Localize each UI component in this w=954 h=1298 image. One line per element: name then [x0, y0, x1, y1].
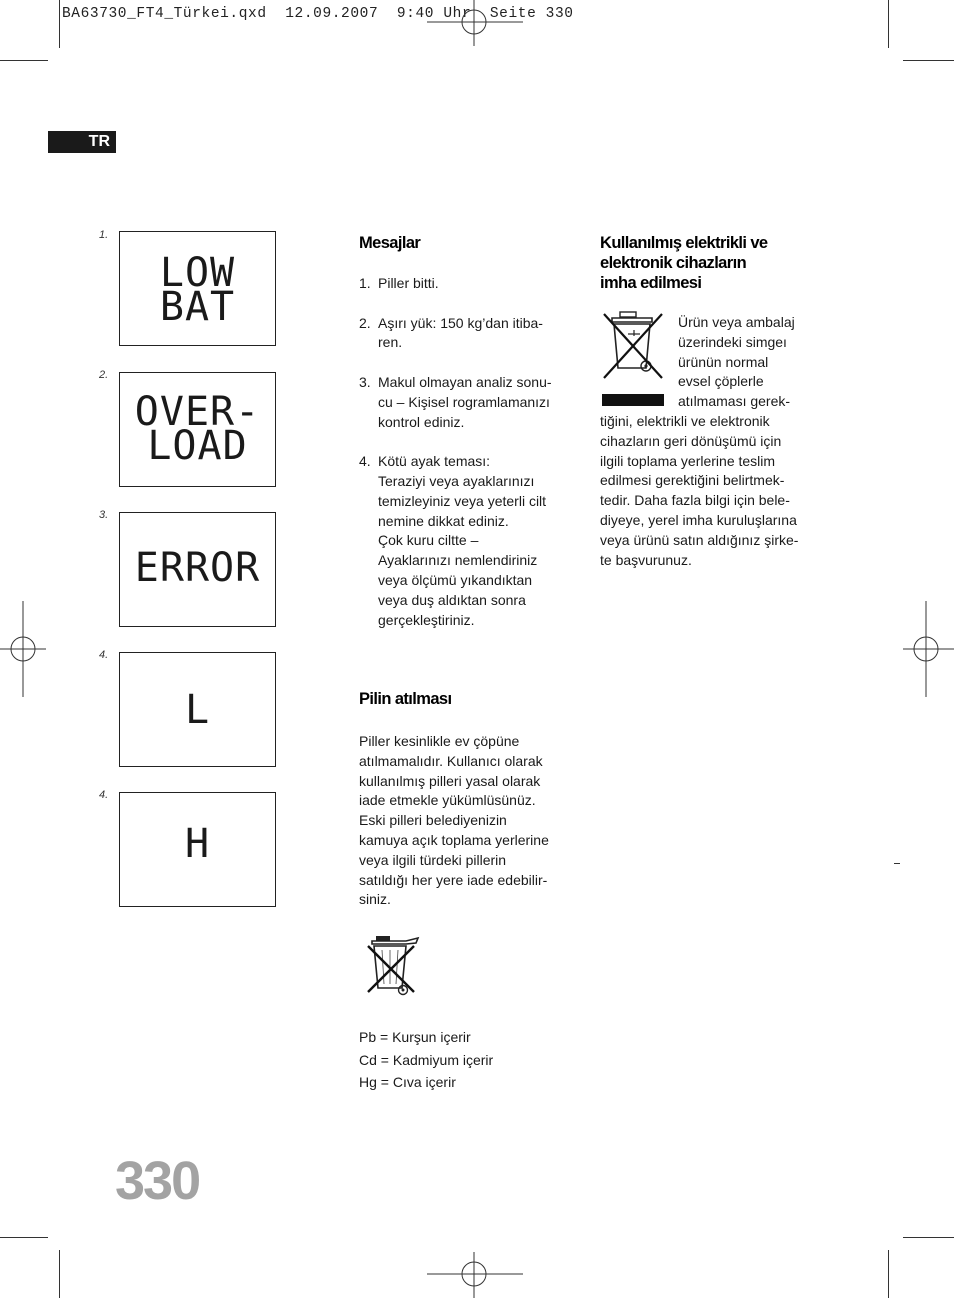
text-line: siniz.: [359, 891, 391, 908]
text-line: Piller kesinlikle ev çöpüne: [359, 733, 520, 749]
display-number: 2.: [99, 369, 109, 381]
item-line: temizleyiniz veya yeterli cilt: [378, 492, 547, 509]
crop-mark-bottom-left-v: [59, 1250, 60, 1298]
crop-mark-top-left-h: [0, 60, 48, 61]
display-number: 3.: [99, 509, 109, 521]
text-line: iade etmekle yükümlüsünüz.: [359, 792, 536, 809]
text-line: tedir. Daha fazla bilgi için bele-: [600, 492, 790, 509]
text-line: te başvurunuz.: [600, 551, 692, 568]
text-line: Eski pilleri belediyenizin: [359, 812, 507, 829]
crop-mark-top-right-h: [903, 60, 954, 61]
display-text-line: LOAD: [147, 423, 248, 469]
text-line: ilgili toplama yerlerine teslim: [600, 452, 776, 469]
crop-mark-bottom-left-h: [0, 1237, 48, 1238]
item-line: Piller bitti.: [378, 275, 439, 291]
text-line: diyeye, yerel imha kuruluşlarına: [600, 511, 797, 528]
text-line: ürünün normal: [678, 353, 769, 370]
list-item: [359, 373, 574, 432]
item-line: cu – Kişisel rogramlamanızı: [378, 393, 550, 410]
text-line: üzerindeki simgeı: [678, 333, 787, 350]
registration-mark-icon: [0, 601, 46, 697]
text-line: atılmamalıdır. Kullanıcı olarak: [359, 752, 543, 769]
display-number: 4.: [99, 789, 109, 801]
crossed-bin-battery-icon: [362, 932, 422, 998]
display-box: [119, 231, 276, 346]
section-title: [600, 233, 815, 293]
weee-paragraph-wide: [600, 412, 825, 570]
item-line: Aşırı yük: 150 kg’dan itiba-: [378, 314, 543, 331]
item-line: Ayaklarınızı nemlendiriniz: [378, 552, 538, 569]
item-line: Çok kuru ciltte –: [378, 532, 479, 549]
side-tick-mark: [894, 863, 900, 864]
display-box: [119, 792, 276, 907]
page-number: 330: [115, 1151, 200, 1211]
item-line: nemine dikkat ediniz.: [378, 512, 509, 529]
text-line: kullanılmış pilleri yasal olarak: [359, 772, 541, 789]
text-line: veya ilgili türdeki pillerin: [359, 851, 507, 868]
display-text-line: LOW: [159, 250, 236, 296]
weee-paragraph-narrow: [678, 313, 818, 412]
section-title: Pilin atılması: [359, 690, 452, 708]
item-line: ren.: [378, 334, 403, 351]
battery-disposal-section: [359, 689, 574, 910]
language-tab: TR: [48, 131, 116, 153]
title-line: Kullanılmış elektrikli ve: [600, 234, 768, 252]
section-title: Mesajlar: [359, 234, 421, 252]
crossed-bin-icon: [600, 310, 668, 408]
battery-paragraph: [359, 732, 574, 910]
list-item: [359, 314, 574, 354]
text-line: tiğini, elektrikli ve elektronik: [600, 413, 770, 429]
item-line: Makul olmayan analiz sonu-: [378, 373, 552, 390]
legend-line: Pb = Kurşun içerir: [359, 1029, 471, 1045]
item-number: 3.: [359, 373, 371, 390]
display-text-line: H: [184, 821, 211, 867]
list-item: [359, 452, 574, 630]
display-number: 4.: [99, 649, 109, 661]
title-line: imha edilmesi: [600, 274, 702, 292]
item-line: gerçekleştiriniz.: [378, 611, 475, 628]
text-line: satıldığı her yere iade edebilir-: [359, 871, 548, 888]
display-box: [119, 512, 276, 627]
text-line: kamuya açık toplama yerlerine: [359, 831, 549, 848]
list-item: [359, 274, 574, 294]
item-number: 2.: [359, 314, 371, 331]
text-line: atılmaması gerek-: [678, 393, 791, 410]
registration-mark-icon: [903, 601, 954, 697]
display-box: [119, 652, 276, 767]
display-number: 1.: [99, 229, 109, 241]
item-number: 4.: [359, 453, 371, 470]
display-box: [119, 372, 276, 487]
crop-mark-top-right-v: [888, 0, 889, 48]
display-text-line: BAT: [159, 284, 236, 330]
text-line: Ürün veya ambalaj: [678, 314, 795, 330]
item-line: Kötü ayak teması:: [378, 453, 491, 470]
crop-mark-bottom-right-h: [903, 1237, 954, 1238]
legend-line: Hg = Cıva içerir: [359, 1074, 456, 1090]
weee-section: [600, 233, 815, 293]
messages-section: [359, 233, 574, 650]
title-line: elektronik cihazların: [600, 254, 747, 272]
text-line: edilmesi gerektiğini belirtmek-: [600, 472, 785, 489]
text-line: veya ürünü satın aldığınız şirke-: [600, 531, 799, 548]
item-line: veya ölçümü yıkandıktan: [378, 571, 533, 588]
item-line: Teraziyi veya ayaklarınızı: [378, 472, 535, 489]
crop-mark-bottom-right-v: [888, 1250, 889, 1298]
file-slug-header: BA63730_FT4_Türkei.qxd 12.09.2007 9:40 Uhr Seite 330: [62, 6, 574, 22]
display-text-line: OVER-: [134, 389, 261, 435]
registration-mark-icon: [427, 0, 523, 46]
item-line: veya duş aldıktan sonra: [378, 591, 526, 608]
message-list: [359, 274, 574, 630]
chemical-legend: [359, 1026, 493, 1094]
legend-line: Cd = Kadmiyum içerir: [359, 1051, 494, 1068]
registration-mark-icon: [427, 1252, 523, 1298]
item-number: 1.: [359, 275, 371, 291]
text-line: evsel çöplerle: [678, 373, 764, 390]
crop-mark-top-left-v: [59, 0, 60, 48]
text-line: cihazların geri dönüşümü için: [600, 432, 782, 449]
display-text-line: L: [184, 687, 211, 733]
display-text-line: ERROR: [134, 545, 261, 591]
item-line: kontrol ediniz.: [378, 413, 465, 430]
